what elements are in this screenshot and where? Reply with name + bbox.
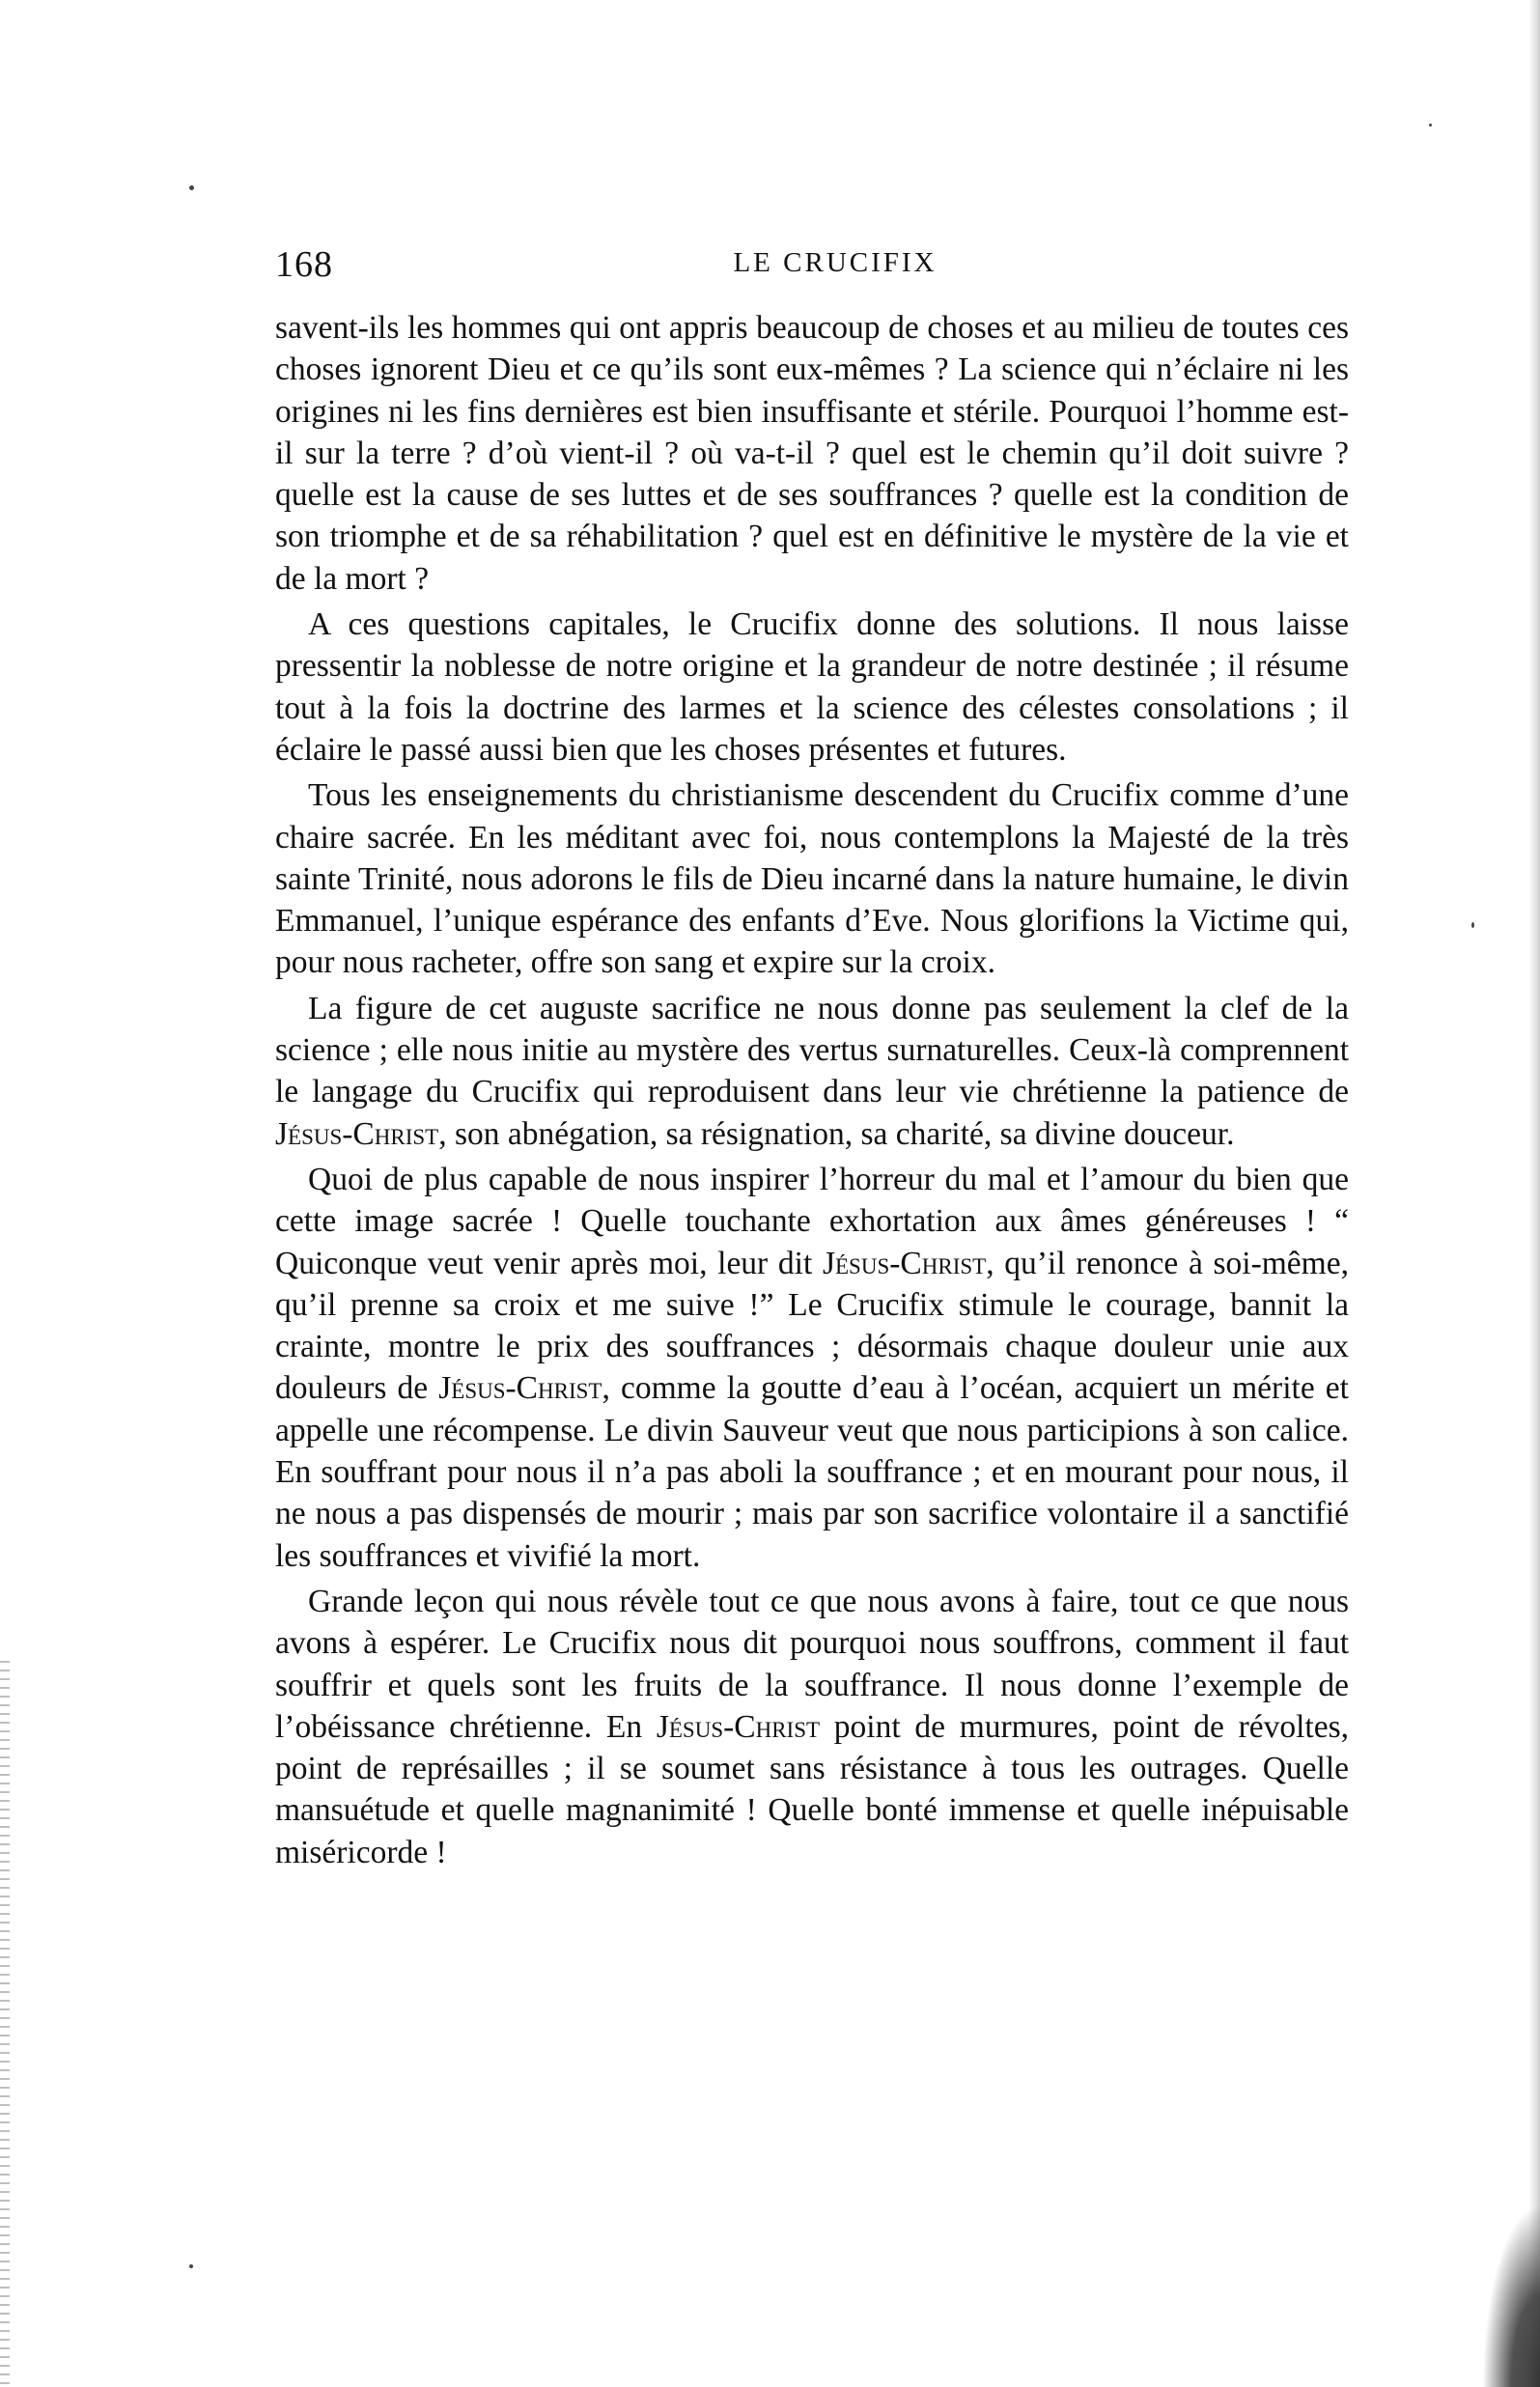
small-caps-name: Jésus-Christ: [438, 1370, 602, 1407]
running-title: LE CRUCIFIX: [733, 247, 938, 278]
paragraph-4: [275, 988, 1349, 1155]
paragraph-text: , comme la goutte d’eau à l’océan, acquiert un mérite et appelle une récompense. Le divin Sauveur veut que nous participions à son calice. En souffrant pour nous il n’a pas aboli la souffrance ; et en mourant pour nous, il ne nous a pas dispensés de mourir ; mais par son sacrifice volontaire il a sanctifié les souffrances et vivifié la mort.: [275, 1370, 1349, 1574]
ink-speck: [189, 2264, 193, 2268]
paragraph-text: La figure de cet auguste sacrifice ne nous donne pas seulement la clef de la science ; elle nous initie au mystère des vertus surnaturelles. Ceux-là comprennent le langage du Crucifix qui reproduisent dans leur vie chrétienne la patience de: [275, 990, 1349, 1110]
paragraph-6: [275, 1581, 1349, 1873]
body-text: [275, 307, 1349, 1877]
paragraph-text: Tous les enseignements du christianisme descendent du Crucifix comme d’une chaire sacrée. En les méditant avec foi, nous contemplons la Majesté de la très sainte Trinité, nous adorons le fils de Dieu incarné dans la nature humaine, le divin Emmanuel, l’unique espérance des enfants d’Eve. Nous glorifions la Victime qui, pour nous racheter, offre son sang et expire sur la croix.: [275, 777, 1349, 981]
page-edge-shadow: [1528, 0, 1540, 2387]
ink-speck: [189, 185, 194, 190]
page-number: 168: [275, 244, 333, 285]
paragraph-text: A ces questions capitales, le Crucifix donne des solutions. Il nous laisse pressentir la noblesse de notre origine et la grandeur de notre destinée ; il résume tout à la fois la doctrine des larmes et la science des célestes consolations ; il éclaire le passé aussi bien que les choses présentes et futures.: [275, 606, 1349, 768]
paragraph-text: , son abnégation, sa résignation, sa charité, sa divine douceur.: [438, 1115, 1235, 1152]
small-caps-name: Jésus-Christ: [275, 1115, 439, 1152]
binding-edge: [0, 1661, 10, 2387]
paragraph-text: savent-ils les hommes qui ont appris beaucoup de choses et au milieu de toutes ces choses ignorent Dieu et ce qu’ils sont eux-mêmes ? La science qui n’éclaire ni les origines ni les fins dernières est bien insuffisante et stérile. Pourquoi l’homme est-il sur la terre ? d’où vient-il ? où va-t-il ? quel est le chemin qu’il doit suivre ? quelle est la cause de ses luttes et de ses souffrances ? quelle est la condition de son triomphe et de sa réhabilitation ? quel est en définitive le mystère de la vie et de la mort ?: [275, 310, 1349, 597]
paragraph-text: Grande leçon qui nous révèle tout ce que nous avons à faire, tout ce que nous avons à espérer. Le Crucifix nous dit pourquoi nous souffrons, comment il faut souffrir et quels sont les fruits de la souffrance. Il nous donne l’exemple de l’obéissance chrétienne. En: [275, 1583, 1349, 1745]
paragraph-1: [275, 307, 1349, 600]
running-head: [275, 243, 1357, 292]
small-caps-name: Jésus-Christ: [656, 1708, 821, 1745]
ink-speck: [1471, 922, 1474, 928]
small-caps-name: Jésus-Christ: [822, 1245, 987, 1281]
paragraph-text: , qu’il renonce à soi-même, qu’il prenne sa croix et me suive !” Le Crucifix stimule le courage, bannit la crainte, montre le prix des souffrances ; désormais chaque douleur unie aux douleurs de: [275, 1245, 1349, 1407]
page-corner-shadow: [1482, 2204, 1540, 2387]
ink-speck: [1429, 124, 1432, 126]
paragraph-2: [275, 604, 1349, 771]
paragraph-5: [275, 1159, 1349, 1577]
paragraph-text: Quoi de plus capable de nous inspirer l’horreur du mal et l’amour du bien que cette image sacrée ! Quelle touchante exhortation aux âmes généreuses ! “ Quiconque veut venir après moi, leur dit: [275, 1161, 1349, 1281]
paragraph-text: point de murmures, point de révoltes, point de représailles ; il se soumet sans résistance à tous les outrages. Quelle mansuétude et quelle magnanimité ! Quelle bonté immense et quelle inépuisable miséricorde !: [275, 1708, 1349, 1870]
paragraph-3: [275, 774, 1349, 983]
